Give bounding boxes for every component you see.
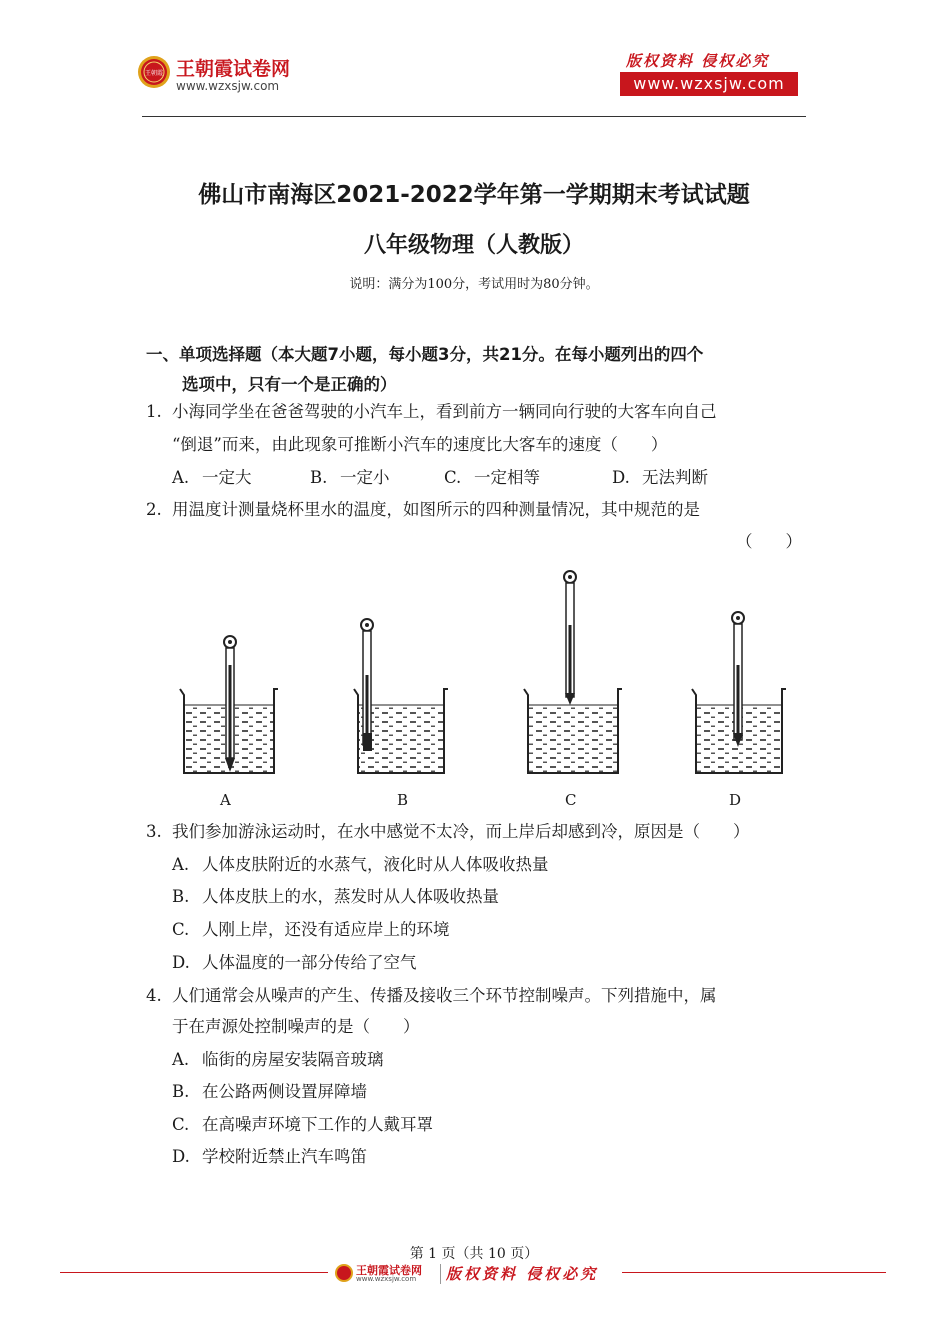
q2-line-1 [146,495,700,525]
figure-label-d: D [729,791,742,809]
q3-number: 3. [146,822,162,841]
q1-number: 1. [146,402,162,421]
thermometer-figure [170,565,810,815]
footer-seal-icon [334,1263,354,1283]
q1-option-c[interactable]: C. 一定相等 [444,468,540,487]
q3-text-1: 我们参加游泳运动时，在水中感觉不太冷，而上岸后却感到冷，原因是（ ） [172,822,750,841]
q1-text-2: “倒退”而来，由此现象可推断小汽车的速度比大客车的速度（ ） [172,435,668,454]
figure-label-b: B [397,791,409,809]
q3-option-b[interactable]: B. 人体皮肤上的水，蒸发时从人体吸收热量 [172,887,499,906]
logo-name: 王朝霞试卷网 [176,58,291,80]
q4-option-c[interactable]: C. 在高噪声环境下工作的人戴耳罩 [172,1115,433,1134]
figure-label-a: A [220,791,231,809]
q4-option-a[interactable]: A. 临街的房屋安装隔音玻璃 [172,1050,384,1069]
header-logo [136,52,316,98]
logo-url: www.wzxsjw.com [176,79,280,93]
section-line-2: 选项中，只有一个是正确的） [182,375,397,394]
thermometer-a [224,636,236,772]
exam-title: 佛山市南海区2021-2022学年第一学期期末考试试题 [198,182,750,208]
header-divider [142,116,806,117]
q3-line-1 [146,817,750,847]
q4-text-1: 人们通常会从噪声的产生、传播及接收三个环节控制噪声。下列措施中，属 [172,986,717,1005]
beaker-c [524,571,622,773]
q2-number: 2. [146,500,162,519]
exam-subtitle: 八年级物理（人教版） [363,233,584,258]
section-heading [146,340,806,400]
footer-separator [440,1264,441,1284]
q1-text-1: 小海同学坐在爸爸驾驶的小汽车上，看到前方一辆同向行驶的大客车向自己 [172,402,717,421]
footer-brand-url: www.wzxsjw.com [356,1275,417,1283]
beaker-d [692,612,786,773]
seal-icon [136,54,172,90]
q2-text-1: 用温度计测量烧杯里水的温度，如图所示的四种测量情况，其中规范的是 [172,500,700,519]
exam-note: 说明：满分为100分，考试用时为80分钟。 [349,277,599,292]
seal-text: 王朝霞 [144,70,164,77]
beaker-a [180,636,278,773]
q2-bracket: （ ） [736,532,802,551]
q1-option-b[interactable]: B. 一定小 [310,468,390,487]
beaker-b [354,619,448,773]
q4-text-2: 于在声源处控制噪声的是（ ） [172,1017,420,1036]
q1-option-a[interactable]: A. 一定大 [172,468,252,487]
q4-option-d[interactable]: D. 学校附近禁止汽车鸣笛 [172,1147,367,1166]
footer-divider-right [622,1272,886,1273]
q4-number: 4. [146,986,162,1005]
q4-option-b[interactable]: B. 在公路两侧设置屏障墙 [172,1082,367,1101]
footer-divider-left [60,1272,328,1273]
q1-option-d[interactable]: D. 无法判断 [612,468,708,487]
header-slogan: 版权资料 侵权必究 [626,52,770,70]
q3-option-a[interactable]: A. 人体皮肤附近的水蒸气，液化时从人体吸收热量 [172,855,549,874]
thermometer-d [732,612,744,747]
section-line-1: 一、单项选择题（本大题7小题，每小题3分，共21分。在每小题列出的四个 [146,345,704,364]
q1-line-1 [146,397,717,427]
header-url-box[interactable]: www.wzxsjw.com [620,72,798,96]
footer-brand-name: 王朝霞试卷网 [356,1264,422,1277]
q3-option-c[interactable]: C. 人刚上岸，还没有适应岸上的环境 [172,920,450,939]
thermometer-b [361,619,373,751]
thermometer-c [564,571,576,705]
footer-slogan: 版权资料 侵权必究 [446,1265,599,1283]
q4-line-1 [146,981,717,1011]
page-number: 第 1 页（共 10 页） [409,1246,539,1262]
figure-label-c: C [565,791,577,809]
footer-brand [334,1262,624,1286]
q3-option-d[interactable]: D. 人体温度的一部分传给了空气 [172,953,417,972]
